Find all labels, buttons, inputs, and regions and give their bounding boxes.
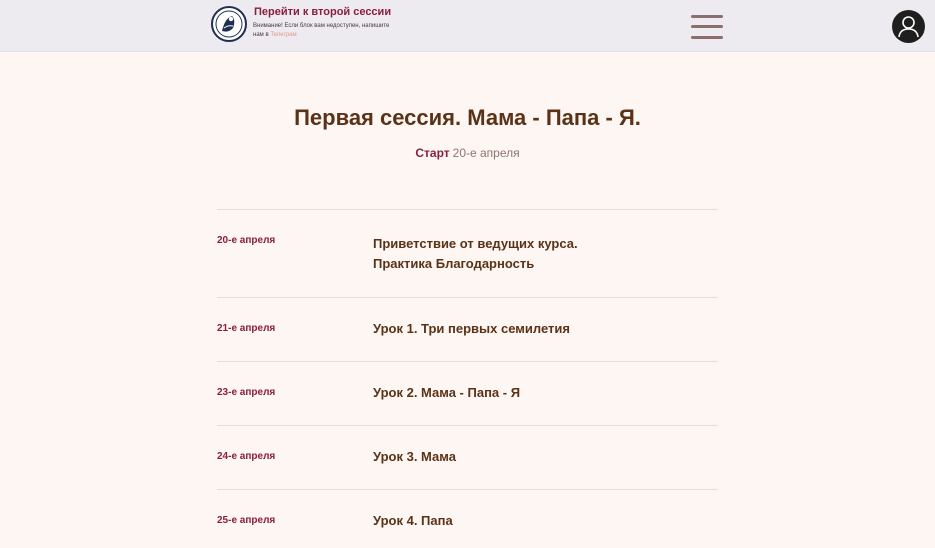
lesson-title-line: Урок 1. Три первых семилетия xyxy=(373,321,570,336)
lesson-title xyxy=(373,319,713,339)
schedule-row[interactable] xyxy=(217,361,718,425)
lesson-date: 21-е апреля xyxy=(217,323,276,334)
start-label: Старт xyxy=(415,146,450,160)
lesson-date: 24-е апреля xyxy=(217,451,276,462)
lesson-title xyxy=(373,447,713,467)
schedule-row[interactable] xyxy=(217,425,718,489)
lesson-title xyxy=(373,383,713,403)
notice-text: Внимание! Если блок вам недоступен, напишите нам в xyxy=(253,23,390,38)
schedule-row[interactable] xyxy=(217,209,718,297)
lesson-title-line: Приветствие от ведущих курса. xyxy=(373,236,578,251)
lesson-title-line: Практика Благодарность xyxy=(373,256,535,271)
hamburger-menu-icon[interactable] xyxy=(691,15,723,41)
access-notice xyxy=(253,22,393,40)
lesson-date: 23-е апреля xyxy=(217,387,276,398)
start-info xyxy=(0,146,935,160)
lesson-title xyxy=(373,511,713,531)
schedule-list xyxy=(217,209,718,548)
lesson-date: 20-е апреля xyxy=(217,235,276,246)
telegram-link[interactable]: Телеграм xyxy=(270,32,297,38)
start-date: 20-е апреля xyxy=(452,146,520,160)
schedule-row[interactable] xyxy=(217,489,718,548)
circle-emblem-icon[interactable] xyxy=(211,6,247,42)
page-title: Первая сессия. Мама - Папа - Я. xyxy=(294,105,641,130)
lesson-title-line: Урок 2. Мама - Папа - Я xyxy=(373,385,521,400)
lesson-title-line: Урок 4. Папа xyxy=(373,513,453,528)
schedule-row[interactable] xyxy=(217,297,718,361)
lesson-date: 25-е апреля xyxy=(217,515,276,526)
lesson-title xyxy=(373,234,713,274)
top-bar xyxy=(0,0,935,52)
next-session-link[interactable]: Перейти к второй сессии xyxy=(254,6,392,18)
user-avatar-icon[interactable] xyxy=(892,10,925,43)
lesson-title-line: Урок 3. Мама xyxy=(373,449,456,464)
